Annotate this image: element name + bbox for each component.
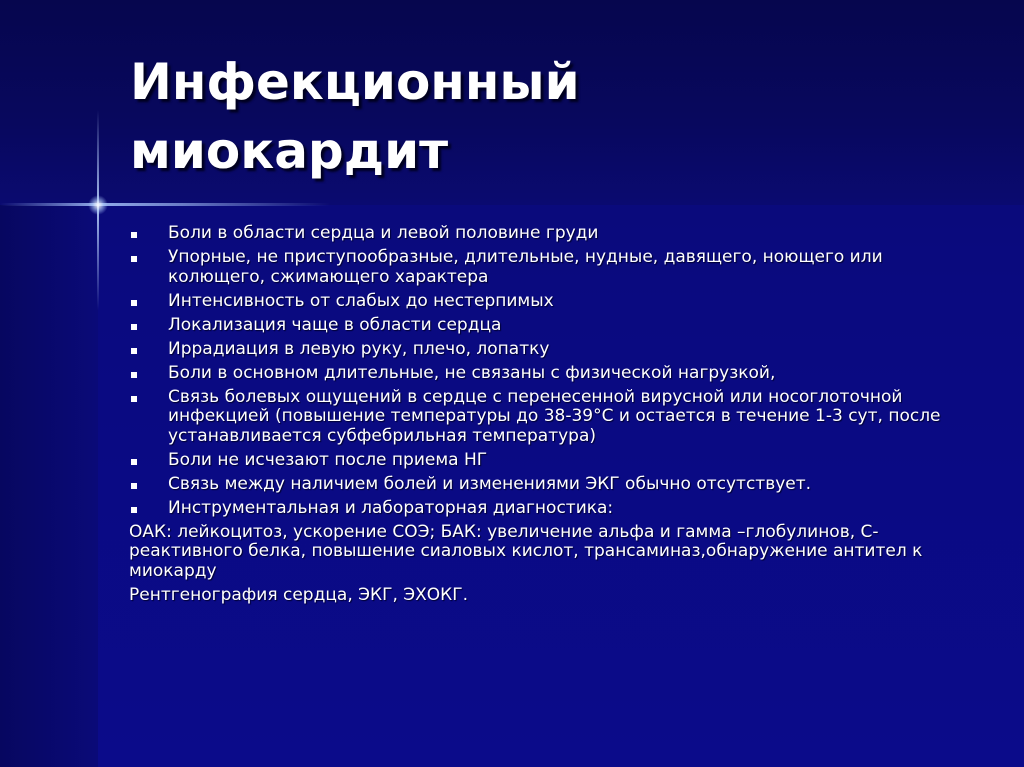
slide-title xyxy=(130,48,580,186)
left-band xyxy=(0,205,98,767)
bullet-text: Интенсивность от слабых до нестерпимых xyxy=(168,290,554,311)
bullet-text: Упорные, не приступообразные, длительные, нудные, давящего, ноющего или колющего, сжимающего характера xyxy=(168,247,883,287)
slide-title-line-2: миокардит xyxy=(130,122,449,180)
bullet-list xyxy=(129,224,949,518)
bullet-text: Боли не исчезают после приема НГ xyxy=(168,449,488,470)
square-bullet-icon xyxy=(131,348,137,354)
square-bullet-icon xyxy=(131,324,137,330)
square-bullet-icon xyxy=(131,459,137,465)
bullet-item xyxy=(129,316,949,336)
lab-tests-paragraph: ОАК: лейкоцитоз, ускорение СОЭ; БАК: увеличение альфа и гамма –глобулинов, С-реактивного белка, повышение сиаловых кислот, трансаминаз,обнаружение антител к миокарду xyxy=(129,521,923,581)
light-flare-horizontal xyxy=(0,203,330,206)
square-bullet-icon xyxy=(131,372,137,378)
square-bullet-icon xyxy=(131,507,137,513)
bullet-item xyxy=(129,248,949,287)
bullet-text: Связь болевых ощущений в сердце с перенесенной вирусной или носоглоточной инфекцией (повышение температуры до 38-39°С и остается в течение 1-3 сут, после устанавливается субфебрильная температура) xyxy=(168,386,941,446)
bullet-item xyxy=(129,364,949,384)
square-bullet-icon xyxy=(131,256,137,262)
square-bullet-icon xyxy=(131,396,137,402)
bullet-item xyxy=(129,451,949,471)
bullet-text: Иррадиация в левую руку, плечо, лопатку xyxy=(168,338,550,359)
bullet-item xyxy=(129,475,949,495)
bullet-item xyxy=(129,388,949,447)
imaging-paragraph: Рентгенография сердца, ЭКГ, ЭХОКГ. xyxy=(129,584,468,605)
slide-title-line-1: Инфекционный xyxy=(130,53,580,111)
square-bullet-icon xyxy=(131,232,137,238)
bullet-text: Боли в области сердца и левой половине груди xyxy=(168,223,599,243)
bullet-text: Связь между наличием болей и изменениями ЭКГ обычно отсутствует. xyxy=(168,473,812,494)
bullet-text: Боли в основном длительные, не связаны с физической нагрузкой, xyxy=(168,362,776,383)
bullet-item xyxy=(129,292,949,312)
slide-content xyxy=(129,224,949,610)
bullet-item xyxy=(129,224,949,244)
bullet-text: Инструментальная и лабораторная диагностика: xyxy=(168,497,614,518)
square-bullet-icon xyxy=(131,300,137,306)
light-flare-star-icon xyxy=(88,195,108,215)
square-bullet-icon xyxy=(131,483,137,489)
bullet-text: Локализация чаще в области сердца xyxy=(168,314,502,335)
bullet-item xyxy=(129,340,949,360)
bullet-item xyxy=(129,499,949,519)
